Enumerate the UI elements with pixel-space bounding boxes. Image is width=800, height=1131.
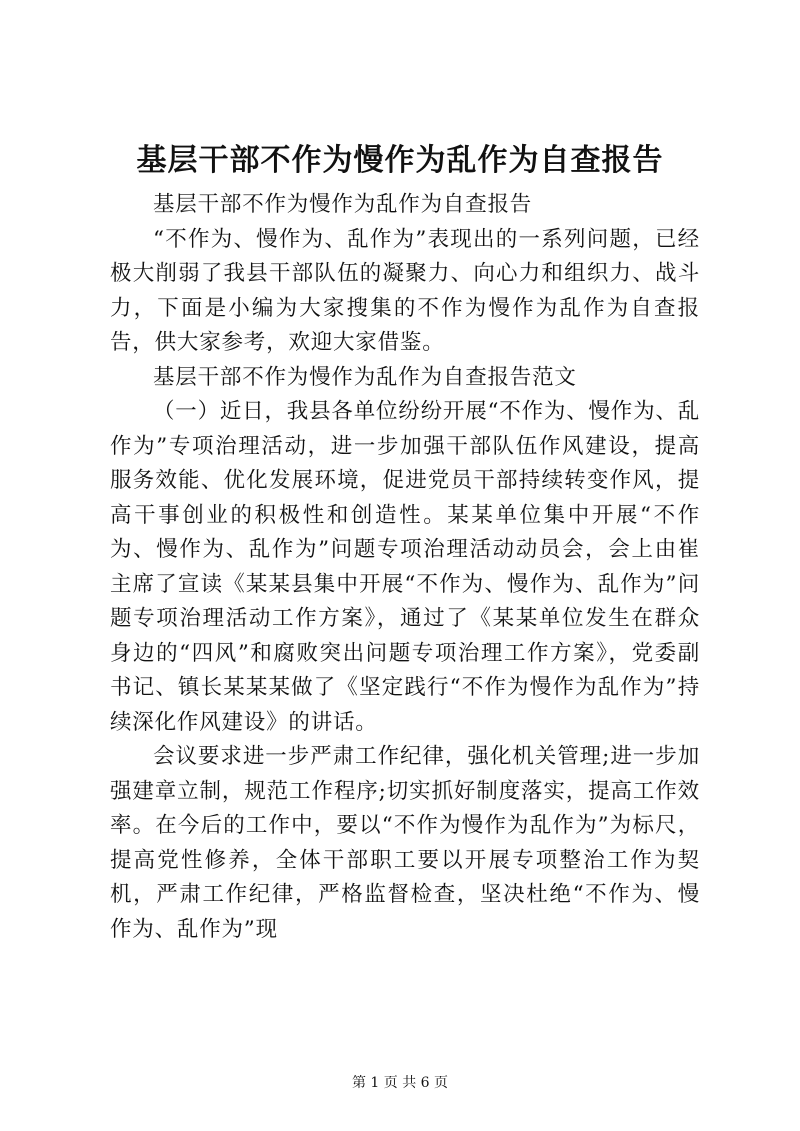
paragraph-subtitle: 基层干部不作为慢作为乱作为自查报告 bbox=[153, 192, 533, 217]
paragraph-section-one: （一）近日，我县各单位纷纷开展“不作为、慢作为、乱作为”专项治理活动，进一步加强干部队伍作风建设，提高服务效能、优化发展环境，促进党员干部持续转变作风，提高干事创业的积极性和创造性。某某单位集中开展“不作为、慢作为、乱作为”问题专项治理活动动员会，会上由崔主席了宣读《某某县集中开展“不作为、慢作为、乱作为”问题专项治理活动工作方案》，通过了《某某单位发生在群众身边的“四风”和腐败突出问题专项治理工作方案》，党委副书记、镇长某某某做了《坚定践行“不作为慢作为乱作为”持续深化作风建设》的讲话。 bbox=[110, 399, 700, 735]
paragraph-intro: “不作为、慢作为、乱作为”表现出的一系列问题，已经极大削弱了我县干部队伍的凝聚力、向心力和组织力、战斗力，下面是小编为大家搜集的不作为慢作为乱作为自查报告，供大家参考，欢迎大家借鉴。 bbox=[110, 226, 700, 355]
document-title: 基层干部不作为慢作为乱作为自查报告 bbox=[136, 143, 664, 178]
paragraph-meeting-requirements: 会议要求进一步严肃工作纪律，强化机关管理;进一步加强建章立制，规范工作程序;切实抓好制度落实，提高工作效率。在今后的工作中，要以“不作为慢作为乱作为”为标尺，提高党性修养，全体干部职工要以开展专项整治工作为契机，严肃工作纪律，严格监督检查，坚决杜绝“不作为、慢作为、乱作为”现 bbox=[110, 744, 700, 942]
document-body bbox=[110, 188, 700, 947]
page-footer: 第 1 页 共 6 页 bbox=[351, 1075, 449, 1091]
paragraph-section-heading: 基层干部不作为慢作为乱作为自查报告范文 bbox=[153, 364, 577, 390]
